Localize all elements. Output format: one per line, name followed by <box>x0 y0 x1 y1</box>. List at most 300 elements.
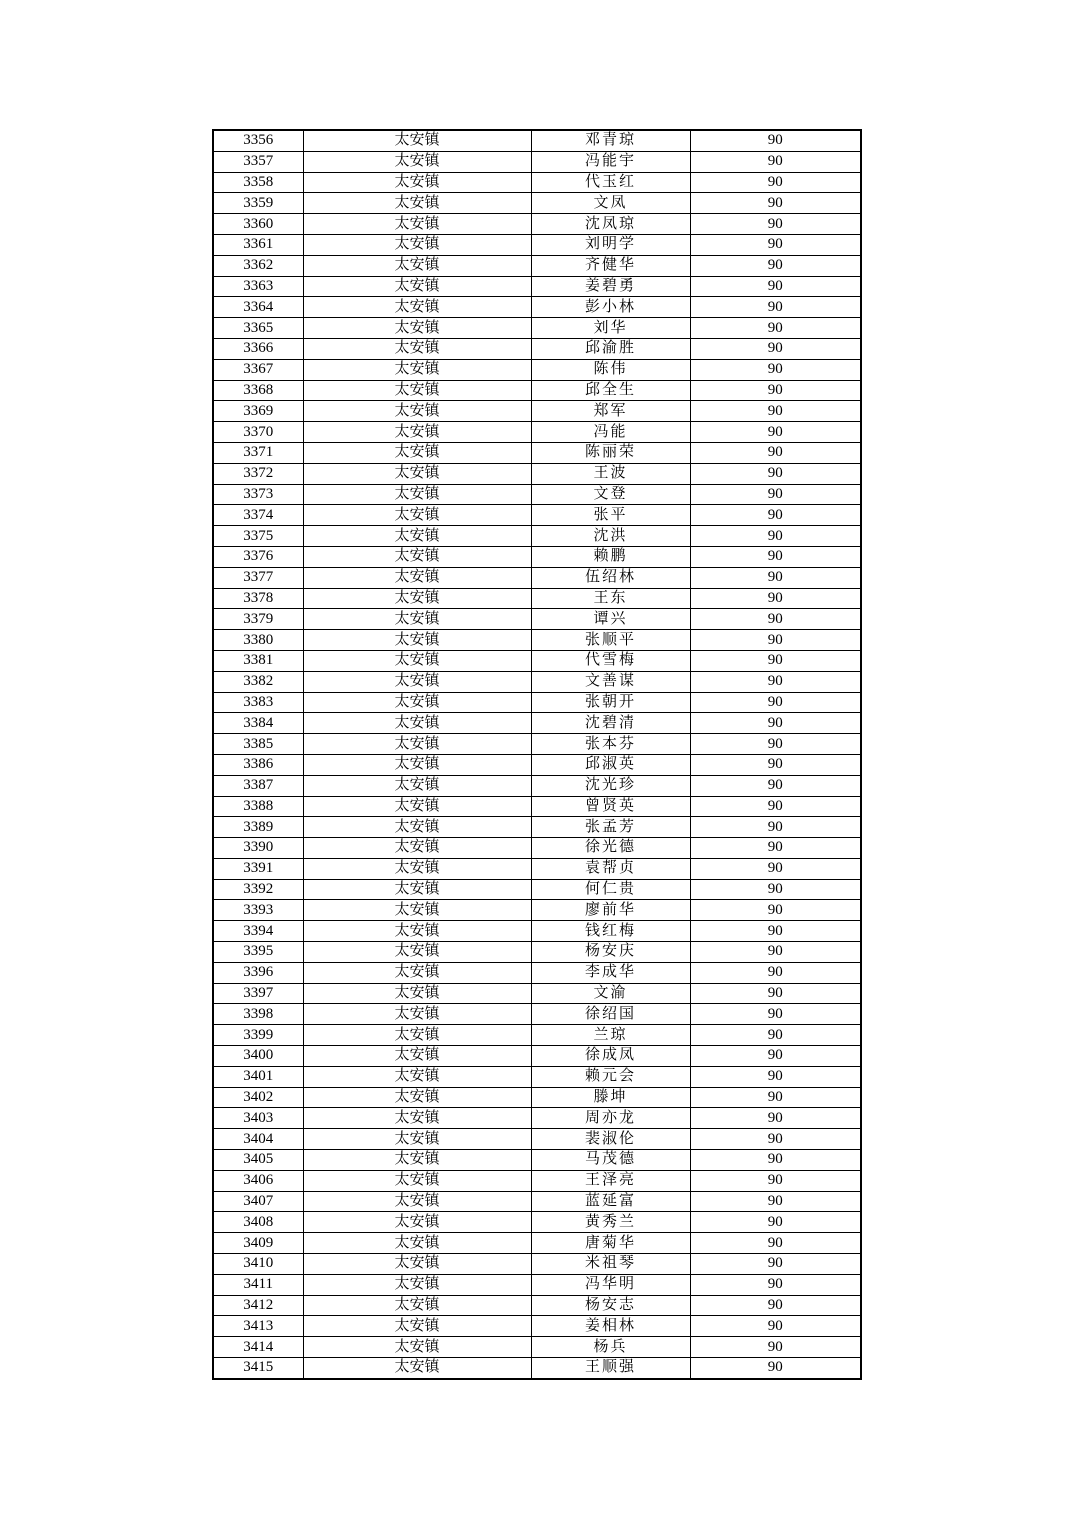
town-cell: 太安镇 <box>303 588 531 609</box>
score-cell: 90 <box>690 1316 861 1337</box>
town-cell: 太安镇 <box>303 713 531 734</box>
score-cell: 90 <box>690 879 861 900</box>
town-cell: 太安镇 <box>303 422 531 443</box>
name-cell: 兰琼 <box>531 1025 690 1046</box>
score-cell: 90 <box>690 567 861 588</box>
table-row <box>213 422 861 443</box>
score-cell: 90 <box>690 1066 861 1087</box>
row-number-cell: 3389 <box>213 817 303 838</box>
name-cell: 赖鹏 <box>531 546 690 567</box>
score-cell: 90 <box>690 1337 861 1358</box>
town-cell: 太安镇 <box>303 796 531 817</box>
name-cell: 李成华 <box>531 962 690 983</box>
score-cell: 90 <box>690 1046 861 1067</box>
row-number-cell: 3379 <box>213 609 303 630</box>
row-number-cell: 3370 <box>213 422 303 443</box>
table-row <box>213 1316 861 1337</box>
name-cell: 王东 <box>531 588 690 609</box>
name-cell: 徐绍国 <box>531 1004 690 1025</box>
town-cell: 太安镇 <box>303 1191 531 1212</box>
town-cell: 太安镇 <box>303 505 531 526</box>
table-row <box>213 713 861 734</box>
row-number-cell: 3402 <box>213 1087 303 1108</box>
name-cell: 彭小林 <box>531 297 690 318</box>
town-cell: 太安镇 <box>303 962 531 983</box>
name-cell: 沈凤琼 <box>531 214 690 235</box>
table-row <box>213 338 861 359</box>
table-row <box>213 359 861 380</box>
score-cell: 90 <box>690 1025 861 1046</box>
score-cell: 90 <box>690 817 861 838</box>
town-cell: 太安镇 <box>303 255 531 276</box>
table-row <box>213 942 861 963</box>
name-cell: 文善谋 <box>531 671 690 692</box>
name-cell: 邱渝胜 <box>531 338 690 359</box>
score-cell: 90 <box>690 775 861 796</box>
table-row <box>213 1046 861 1067</box>
score-cell: 90 <box>690 942 861 963</box>
table-row <box>213 318 861 339</box>
row-number-cell: 3397 <box>213 983 303 1004</box>
name-cell: 何仁贵 <box>531 879 690 900</box>
row-number-cell: 3393 <box>213 900 303 921</box>
town-cell: 太安镇 <box>303 609 531 630</box>
town-cell: 太安镇 <box>303 1212 531 1233</box>
row-number-cell: 3403 <box>213 1108 303 1129</box>
row-number-cell: 3366 <box>213 338 303 359</box>
table-row <box>213 297 861 318</box>
row-number-cell: 3407 <box>213 1191 303 1212</box>
table-row <box>213 1358 861 1379</box>
name-cell: 徐光德 <box>531 838 690 859</box>
table-row <box>213 442 861 463</box>
table-row <box>213 775 861 796</box>
town-cell: 太安镇 <box>303 817 531 838</box>
table-row <box>213 1212 861 1233</box>
town-cell: 太安镇 <box>303 671 531 692</box>
score-cell: 90 <box>690 422 861 443</box>
table-row <box>213 1254 861 1275</box>
name-cell: 姜相林 <box>531 1316 690 1337</box>
table-row <box>213 463 861 484</box>
score-cell: 90 <box>690 650 861 671</box>
town-cell: 太安镇 <box>303 838 531 859</box>
score-cell: 90 <box>690 588 861 609</box>
table-row <box>213 1150 861 1171</box>
name-cell: 黄秀兰 <box>531 1212 690 1233</box>
row-number-cell: 3372 <box>213 463 303 484</box>
table-row <box>213 796 861 817</box>
town-cell: 太安镇 <box>303 1316 531 1337</box>
row-number-cell: 3408 <box>213 1212 303 1233</box>
town-cell: 太安镇 <box>303 692 531 713</box>
name-cell: 刘华 <box>531 318 690 339</box>
row-number-cell: 3395 <box>213 942 303 963</box>
table-row <box>213 172 861 193</box>
table-row <box>213 1191 861 1212</box>
town-cell: 太安镇 <box>303 650 531 671</box>
score-cell: 90 <box>690 234 861 255</box>
row-number-cell: 3358 <box>213 172 303 193</box>
table-row <box>213 858 861 879</box>
row-number-cell: 3385 <box>213 734 303 755</box>
town-cell: 太安镇 <box>303 526 531 547</box>
name-cell: 唐菊华 <box>531 1233 690 1254</box>
table-row <box>213 1087 861 1108</box>
score-cell: 90 <box>690 1212 861 1233</box>
name-cell: 刘明学 <box>531 234 690 255</box>
row-number-cell: 3362 <box>213 255 303 276</box>
score-cell: 90 <box>690 983 861 1004</box>
name-cell: 滕坤 <box>531 1087 690 1108</box>
roster-table <box>212 129 862 1380</box>
table-row <box>213 817 861 838</box>
row-number-cell: 3404 <box>213 1129 303 1150</box>
row-number-cell: 3414 <box>213 1337 303 1358</box>
name-cell: 张朝开 <box>531 692 690 713</box>
table-row <box>213 567 861 588</box>
row-number-cell: 3356 <box>213 130 303 151</box>
row-number-cell: 3357 <box>213 151 303 172</box>
row-number-cell: 3381 <box>213 650 303 671</box>
name-cell: 钱红梅 <box>531 921 690 942</box>
name-cell: 米祖琴 <box>531 1254 690 1275</box>
town-cell: 太安镇 <box>303 546 531 567</box>
table-row <box>213 214 861 235</box>
table-row <box>213 1274 861 1295</box>
name-cell: 伍绍林 <box>531 567 690 588</box>
score-cell: 90 <box>690 380 861 401</box>
name-cell: 徐成凤 <box>531 1046 690 1067</box>
table-row <box>213 255 861 276</box>
name-cell: 赖元会 <box>531 1066 690 1087</box>
table-row <box>213 193 861 214</box>
row-number-cell: 3384 <box>213 713 303 734</box>
score-cell: 90 <box>690 630 861 651</box>
name-cell: 曾贤英 <box>531 796 690 817</box>
score-cell: 90 <box>690 900 861 921</box>
name-cell: 冯能宇 <box>531 151 690 172</box>
score-cell: 90 <box>690 1004 861 1025</box>
name-cell: 谭兴 <box>531 609 690 630</box>
town-cell: 太安镇 <box>303 318 531 339</box>
name-cell: 袁帮贞 <box>531 858 690 879</box>
town-cell: 太安镇 <box>303 1170 531 1191</box>
table-row <box>213 546 861 567</box>
town-cell: 太安镇 <box>303 130 531 151</box>
score-cell: 90 <box>690 1233 861 1254</box>
name-cell: 张孟芳 <box>531 817 690 838</box>
town-cell: 太安镇 <box>303 214 531 235</box>
town-cell: 太安镇 <box>303 921 531 942</box>
town-cell: 太安镇 <box>303 734 531 755</box>
town-cell: 太安镇 <box>303 442 531 463</box>
score-cell: 90 <box>690 1150 861 1171</box>
town-cell: 太安镇 <box>303 754 531 775</box>
table-row <box>213 276 861 297</box>
table-row <box>213 879 861 900</box>
score-cell: 90 <box>690 546 861 567</box>
row-number-cell: 3410 <box>213 1254 303 1275</box>
name-cell: 沈洪 <box>531 526 690 547</box>
table-row <box>213 1066 861 1087</box>
name-cell: 齐健华 <box>531 255 690 276</box>
score-cell: 90 <box>690 297 861 318</box>
town-cell: 太安镇 <box>303 1087 531 1108</box>
table-row <box>213 1004 861 1025</box>
row-number-cell: 3364 <box>213 297 303 318</box>
score-cell: 90 <box>690 442 861 463</box>
table-row <box>213 130 861 151</box>
town-cell: 太安镇 <box>303 1025 531 1046</box>
row-number-cell: 3374 <box>213 505 303 526</box>
row-number-cell: 3388 <box>213 796 303 817</box>
town-cell: 太安镇 <box>303 1233 531 1254</box>
score-cell: 90 <box>690 609 861 630</box>
row-number-cell: 3380 <box>213 630 303 651</box>
roster-body <box>213 130 861 1379</box>
row-number-cell: 3383 <box>213 692 303 713</box>
name-cell: 邱淑英 <box>531 754 690 775</box>
score-cell: 90 <box>690 359 861 380</box>
row-number-cell: 3377 <box>213 567 303 588</box>
table-row <box>213 1233 861 1254</box>
town-cell: 太安镇 <box>303 1046 531 1067</box>
score-cell: 90 <box>690 526 861 547</box>
row-number-cell: 3394 <box>213 921 303 942</box>
table-row <box>213 505 861 526</box>
table-row <box>213 983 861 1004</box>
score-cell: 90 <box>690 276 861 297</box>
score-cell: 90 <box>690 463 861 484</box>
name-cell: 邱全生 <box>531 380 690 401</box>
table-row <box>213 609 861 630</box>
score-cell: 90 <box>690 505 861 526</box>
row-number-cell: 3398 <box>213 1004 303 1025</box>
table-row <box>213 588 861 609</box>
row-number-cell: 3363 <box>213 276 303 297</box>
table-row <box>213 650 861 671</box>
town-cell: 太安镇 <box>303 484 531 505</box>
score-cell: 90 <box>690 734 861 755</box>
table-row <box>213 921 861 942</box>
name-cell: 裴淑伦 <box>531 1129 690 1150</box>
town-cell: 太安镇 <box>303 900 531 921</box>
table-row <box>213 671 861 692</box>
town-cell: 太安镇 <box>303 172 531 193</box>
score-cell: 90 <box>690 692 861 713</box>
row-number-cell: 3412 <box>213 1295 303 1316</box>
name-cell: 张平 <box>531 505 690 526</box>
row-number-cell: 3361 <box>213 234 303 255</box>
row-number-cell: 3406 <box>213 1170 303 1191</box>
name-cell: 廖前华 <box>531 900 690 921</box>
score-cell: 90 <box>690 1295 861 1316</box>
table-row <box>213 484 861 505</box>
town-cell: 太安镇 <box>303 1254 531 1275</box>
row-number-cell: 3411 <box>213 1274 303 1295</box>
table-row <box>213 692 861 713</box>
score-cell: 90 <box>690 921 861 942</box>
name-cell: 周亦龙 <box>531 1108 690 1129</box>
town-cell: 太安镇 <box>303 1358 531 1379</box>
table-row <box>213 900 861 921</box>
town-cell: 太安镇 <box>303 338 531 359</box>
row-number-cell: 3390 <box>213 838 303 859</box>
table-row <box>213 234 861 255</box>
name-cell: 代雪梅 <box>531 650 690 671</box>
town-cell: 太安镇 <box>303 942 531 963</box>
row-number-cell: 3400 <box>213 1046 303 1067</box>
name-cell: 陈伟 <box>531 359 690 380</box>
town-cell: 太安镇 <box>303 1337 531 1358</box>
row-number-cell: 3359 <box>213 193 303 214</box>
town-cell: 太安镇 <box>303 463 531 484</box>
row-number-cell: 3367 <box>213 359 303 380</box>
town-cell: 太安镇 <box>303 234 531 255</box>
town-cell: 太安镇 <box>303 775 531 796</box>
name-cell: 冯华明 <box>531 1274 690 1295</box>
row-number-cell: 3415 <box>213 1358 303 1379</box>
name-cell: 文登 <box>531 484 690 505</box>
name-cell: 代玉红 <box>531 172 690 193</box>
score-cell: 90 <box>690 796 861 817</box>
row-number-cell: 3399 <box>213 1025 303 1046</box>
name-cell: 冯能 <box>531 422 690 443</box>
town-cell: 太安镇 <box>303 1150 531 1171</box>
row-number-cell: 3409 <box>213 1233 303 1254</box>
town-cell: 太安镇 <box>303 151 531 172</box>
name-cell: 沈碧清 <box>531 713 690 734</box>
name-cell: 王泽亮 <box>531 1170 690 1191</box>
name-cell: 杨安庆 <box>531 942 690 963</box>
town-cell: 太安镇 <box>303 858 531 879</box>
score-cell: 90 <box>690 214 861 235</box>
row-number-cell: 3413 <box>213 1316 303 1337</box>
name-cell: 邓青琼 <box>531 130 690 151</box>
table-row <box>213 838 861 859</box>
town-cell: 太安镇 <box>303 1274 531 1295</box>
score-cell: 90 <box>690 1170 861 1191</box>
table-row <box>213 1337 861 1358</box>
row-number-cell: 3371 <box>213 442 303 463</box>
row-number-cell: 3365 <box>213 318 303 339</box>
table-row <box>213 380 861 401</box>
score-cell: 90 <box>690 1087 861 1108</box>
score-cell: 90 <box>690 1274 861 1295</box>
table-row <box>213 1025 861 1046</box>
town-cell: 太安镇 <box>303 359 531 380</box>
table-row <box>213 1170 861 1191</box>
row-number-cell: 3392 <box>213 879 303 900</box>
score-cell: 90 <box>690 713 861 734</box>
table-row <box>213 151 861 172</box>
town-cell: 太安镇 <box>303 380 531 401</box>
row-number-cell: 3368 <box>213 380 303 401</box>
town-cell: 太安镇 <box>303 879 531 900</box>
score-cell: 90 <box>690 484 861 505</box>
name-cell: 王顺强 <box>531 1358 690 1379</box>
score-cell: 90 <box>690 172 861 193</box>
table-row <box>213 630 861 651</box>
table-row <box>213 526 861 547</box>
town-cell: 太安镇 <box>303 1129 531 1150</box>
table-row <box>213 754 861 775</box>
score-cell: 90 <box>690 151 861 172</box>
town-cell: 太安镇 <box>303 630 531 651</box>
table-row <box>213 1129 861 1150</box>
score-cell: 90 <box>690 671 861 692</box>
score-cell: 90 <box>690 193 861 214</box>
town-cell: 太安镇 <box>303 567 531 588</box>
town-cell: 太安镇 <box>303 297 531 318</box>
score-cell: 90 <box>690 318 861 339</box>
score-cell: 90 <box>690 838 861 859</box>
row-number-cell: 3387 <box>213 775 303 796</box>
name-cell: 陈丽荣 <box>531 442 690 463</box>
row-number-cell: 3396 <box>213 962 303 983</box>
table-row <box>213 401 861 422</box>
row-number-cell: 3376 <box>213 546 303 567</box>
row-number-cell: 3360 <box>213 214 303 235</box>
name-cell: 文凤 <box>531 193 690 214</box>
town-cell: 太安镇 <box>303 193 531 214</box>
score-cell: 90 <box>690 1191 861 1212</box>
name-cell: 文渝 <box>531 983 690 1004</box>
town-cell: 太安镇 <box>303 1295 531 1316</box>
name-cell: 姜碧勇 <box>531 276 690 297</box>
name-cell: 王波 <box>531 463 690 484</box>
score-cell: 90 <box>690 1129 861 1150</box>
row-number-cell: 3405 <box>213 1150 303 1171</box>
row-number-cell: 3386 <box>213 754 303 775</box>
row-number-cell: 3373 <box>213 484 303 505</box>
row-number-cell: 3378 <box>213 588 303 609</box>
score-cell: 90 <box>690 255 861 276</box>
name-cell: 郑军 <box>531 401 690 422</box>
score-cell: 90 <box>690 962 861 983</box>
town-cell: 太安镇 <box>303 1108 531 1129</box>
score-cell: 90 <box>690 754 861 775</box>
name-cell: 马茂德 <box>531 1150 690 1171</box>
score-cell: 90 <box>690 130 861 151</box>
name-cell: 张本芬 <box>531 734 690 755</box>
score-cell: 90 <box>690 401 861 422</box>
table-row <box>213 1108 861 1129</box>
town-cell: 太安镇 <box>303 276 531 297</box>
name-cell: 张顺平 <box>531 630 690 651</box>
name-cell: 杨安志 <box>531 1295 690 1316</box>
row-number-cell: 3375 <box>213 526 303 547</box>
table-row <box>213 1295 861 1316</box>
town-cell: 太安镇 <box>303 401 531 422</box>
row-number-cell: 3401 <box>213 1066 303 1087</box>
name-cell: 蓝延富 <box>531 1191 690 1212</box>
row-number-cell: 3391 <box>213 858 303 879</box>
score-cell: 90 <box>690 338 861 359</box>
score-cell: 90 <box>690 1108 861 1129</box>
row-number-cell: 3382 <box>213 671 303 692</box>
town-cell: 太安镇 <box>303 1004 531 1025</box>
name-cell: 杨兵 <box>531 1337 690 1358</box>
score-cell: 90 <box>690 858 861 879</box>
name-cell: 沈光珍 <box>531 775 690 796</box>
town-cell: 太安镇 <box>303 983 531 1004</box>
score-cell: 90 <box>690 1358 861 1379</box>
score-cell: 90 <box>690 1254 861 1275</box>
town-cell: 太安镇 <box>303 1066 531 1087</box>
table-row <box>213 962 861 983</box>
